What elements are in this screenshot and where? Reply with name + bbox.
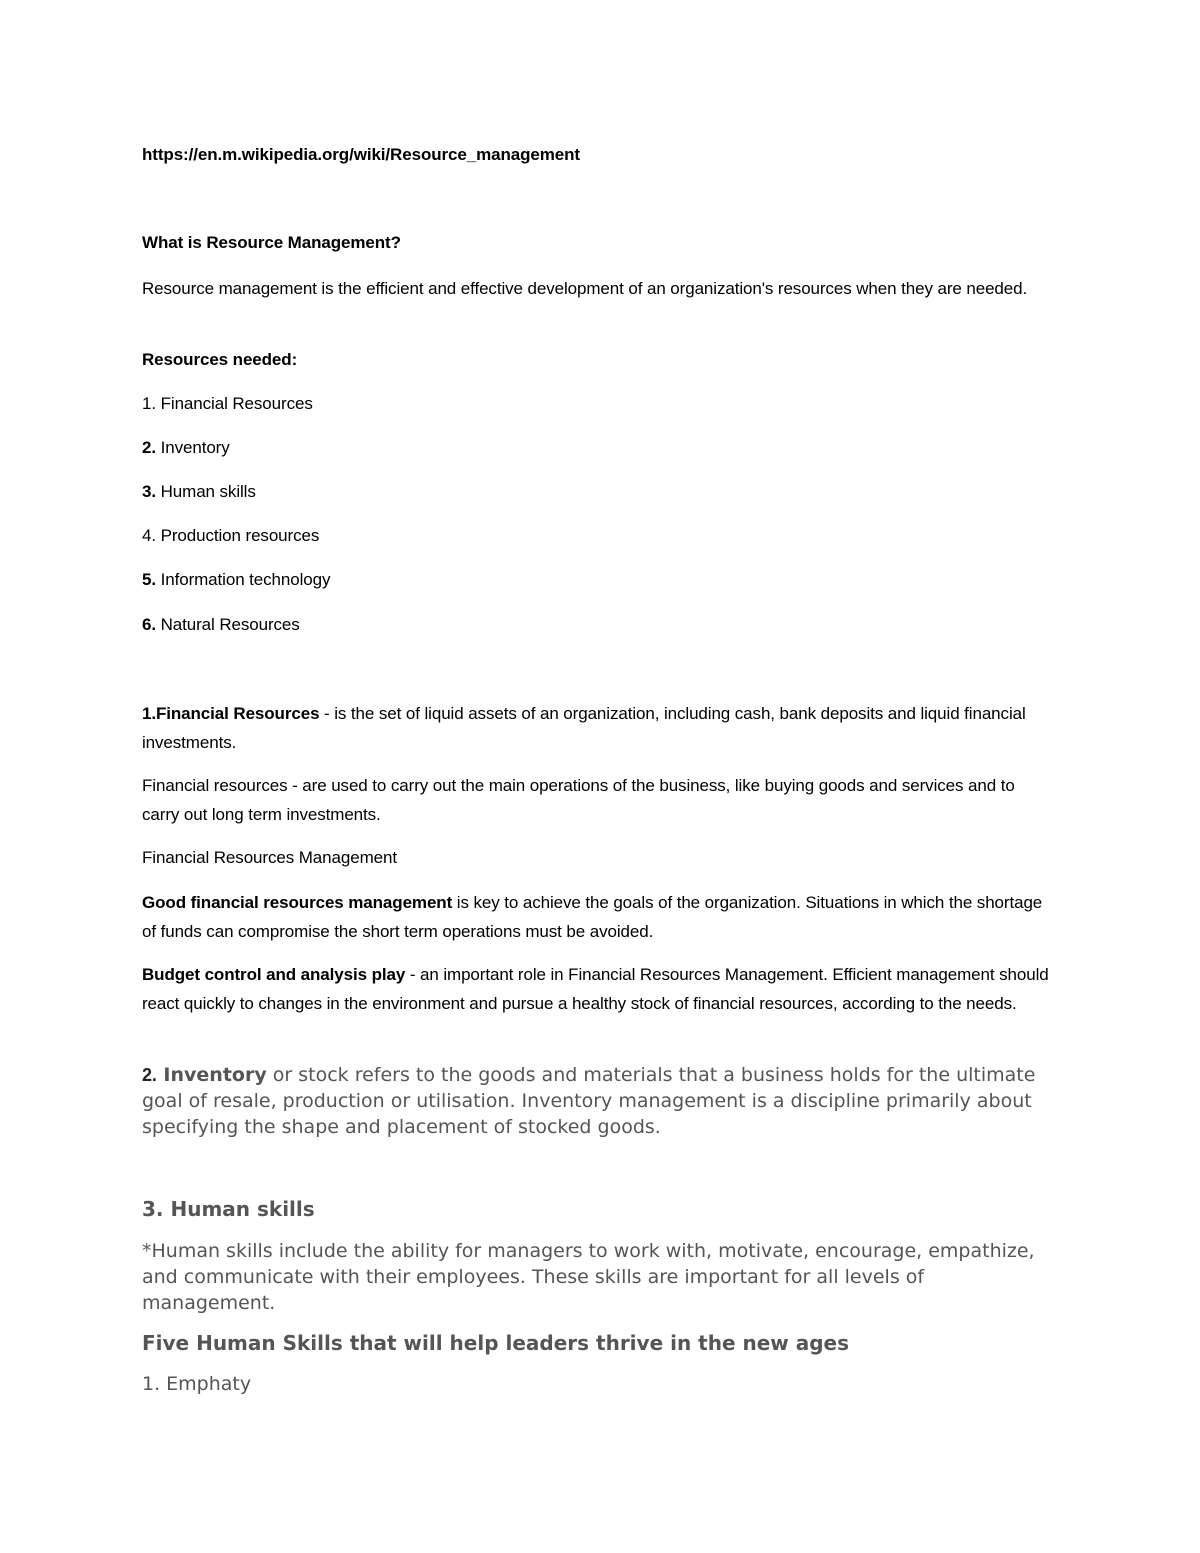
list-item-label: Inventory <box>155 438 230 457</box>
source-url: https://en.m.wikipedia.org/wiki/Resource_management <box>142 145 580 164</box>
list-item-label: Financial Resources <box>155 394 313 413</box>
inventory-paragraph <box>142 1062 1052 1140</box>
list-item-number: 3. <box>142 482 156 501</box>
good-management-term: Good financial resources management <box>142 893 453 912</box>
list-item-label: Production resources <box>155 526 320 545</box>
list-item-label: Information technology <box>155 570 331 589</box>
list-item <box>142 394 313 414</box>
list-item-number: 1. <box>142 394 156 413</box>
list-item-number: 5. <box>142 570 156 589</box>
list-item <box>142 438 230 458</box>
financial-term: 1.Financial Resources <box>142 704 320 723</box>
good-management-text: is key to achieve the goals of the organization. Situations in which the shortage of funds can compromise the short term operations must be avoided. <box>142 893 1043 941</box>
resources-heading: Resources needed: <box>142 350 298 369</box>
good-management-paragraph <box>142 888 1052 946</box>
financial-definition-text: - is the set of liquid assets of an organization, including cash, bank deposits and liquid financial investments. <box>142 704 1026 752</box>
list-item-label: Natural Resources <box>155 615 300 634</box>
financial-management-heading: Financial Resources Management <box>142 848 397 867</box>
definition-paragraph: Resource management is the efficient and effective development of an organization's resources when they are needed. <box>142 279 1028 298</box>
inventory-text: or stock refers to the goods and materials that a business holds for the ultimate goal of resale, production or utilisation. Inventory management is a discipline primarily about specifying the shape and placement of stocked goods. <box>142 1064 1036 1138</box>
human-skills-heading: 3. Human skills <box>142 1197 315 1221</box>
list-item-number: 4. <box>142 526 156 545</box>
list-item-number: 6. <box>142 615 156 634</box>
list-item <box>142 570 330 590</box>
inventory-number: 2. <box>142 1065 157 1085</box>
financial-definition-paragraph <box>142 699 1052 757</box>
list-item: 1. Emphaty <box>142 1373 252 1395</box>
list-item <box>142 482 256 502</box>
budget-control-term: Budget control and analysis play <box>142 965 406 984</box>
budget-control-paragraph <box>142 960 1052 1018</box>
list-item-label: Human skills <box>155 482 256 501</box>
financial-usage-paragraph: Financial resources - are used to carry out the main operations of the business, like buying goods and services and to carry out long term investments. <box>142 776 1015 824</box>
list-item <box>142 615 300 635</box>
human-skills-paragraph: *Human skills include the ability for managers to work with, motivate, encourage, empathize, and communicate with their employees. These skills are important for all levels of management. <box>142 1240 1035 1314</box>
five-skills-heading: Five Human Skills that will help leaders thrive in the new ages <box>142 1331 850 1355</box>
list-item <box>142 526 319 546</box>
inventory-term: Inventory <box>156 1064 267 1086</box>
budget-control-text: - an important role in Financial Resources Management. Efficient management should react quickly to changes in the environment and pursue a healthy stock of financial resources, according to the needs. <box>142 965 1049 1013</box>
page-title: What is Resource Management? <box>142 233 401 252</box>
list-item-number: 2. <box>142 438 156 457</box>
